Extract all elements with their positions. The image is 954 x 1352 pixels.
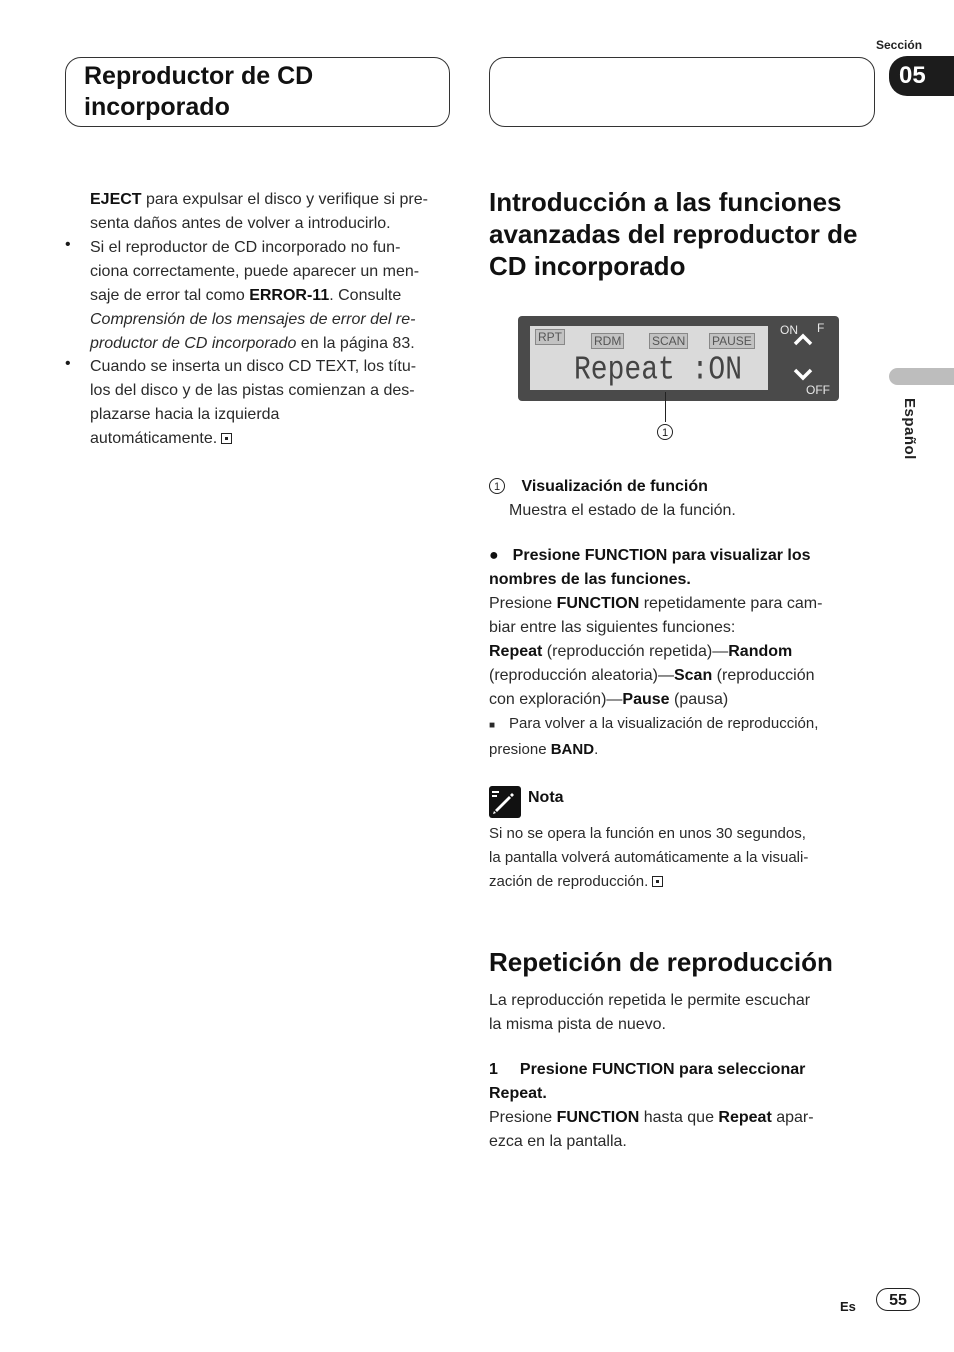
header-title-line1: Reproductor de CD xyxy=(84,62,314,90)
note-band: BAND xyxy=(550,741,595,758)
step1-function: FUNCTION xyxy=(556,1109,640,1126)
pause-label: PAUSE xyxy=(709,333,755,349)
note-square-icon: ■ xyxy=(489,720,496,731)
language-tab xyxy=(889,368,954,385)
nota-line2: la pantalla volverá automáticamente a la visuali- xyxy=(489,849,809,866)
cdtext-bullet-paragraph xyxy=(90,355,460,451)
step1-p1-post: apar- xyxy=(771,1109,814,1126)
b1-line3-pre: saje de error tal como xyxy=(90,287,250,304)
b2-line3: plazarse hacia la izquierda xyxy=(90,406,280,423)
step-p2: biar entre las siguientes funciones: xyxy=(489,619,736,636)
note-pencil-icon xyxy=(489,786,521,818)
b1-line2: ciona correctamente, puede aparecer un men- xyxy=(90,263,420,280)
rdm-label: RDM xyxy=(591,333,624,349)
end-mark-icon xyxy=(221,433,232,444)
b1-line4: Comprensión de los mensajes de error del re- xyxy=(90,311,416,328)
step-bullet-icon: ● xyxy=(489,547,499,564)
nota-line1: Si no se opera la función en unos 30 segundos, xyxy=(489,825,806,842)
on-label: ON xyxy=(780,323,798,337)
footer-lang-code: Es xyxy=(840,1299,856,1314)
b2-line4: automáticamente. xyxy=(90,430,218,447)
legend-number: 1 xyxy=(489,478,505,494)
rpt-indicator xyxy=(535,330,565,344)
step-p5-t1: con exploración)— xyxy=(489,691,623,708)
language-label: Español xyxy=(901,398,918,460)
b2-line1: Cuando se inserta un disco CD TEXT, los títu- xyxy=(90,358,417,375)
legend-description: Muestra el estado de la función. xyxy=(509,502,736,519)
repeat-p2: la misma pista de nuevo. xyxy=(489,1016,666,1033)
step1-title-line2: Repeat. xyxy=(489,1085,547,1102)
b1-line5-post: en la página 83. xyxy=(296,335,415,352)
note-body xyxy=(489,822,879,894)
step1-p2: ezca en la pantalla. xyxy=(489,1133,627,1150)
error-code: ERROR-11 xyxy=(249,287,330,304)
bullet-2: • xyxy=(65,355,71,372)
f-label: F xyxy=(817,321,825,335)
scan-label: SCAN xyxy=(649,333,688,349)
heading-repeat: Repetición de reproducción xyxy=(489,947,833,977)
note-line2-post: . xyxy=(594,741,599,758)
pause-indicator xyxy=(709,334,755,348)
step-title-line2: nombres de las funciones. xyxy=(489,571,691,588)
error-bullet-paragraph xyxy=(90,236,460,356)
header-title-line2: incorporado xyxy=(84,93,230,121)
display-main-text: Repeat :ON xyxy=(574,352,743,390)
note-line1: Para volver a la visualización de reproducción, xyxy=(509,715,819,732)
b1-line5-italic: productor de CD incorporado xyxy=(90,335,297,352)
step1-p1-mid: hasta que xyxy=(639,1109,719,1126)
step1-repeat: Repeat xyxy=(718,1109,772,1126)
heading-intro: Introducción a las funciones avanzadas del reproductor de CD incorporado xyxy=(489,187,858,281)
rdm-indicator xyxy=(591,334,624,348)
repeat-step-1 xyxy=(489,1058,879,1154)
repeat-p1: La reproducción repetida le permite escuchar xyxy=(489,992,811,1009)
eject-line1: para expulsar el disco y verifique si pre- xyxy=(141,191,428,208)
func-scan: Scan xyxy=(673,667,713,684)
eject-bold: EJECT xyxy=(90,191,142,208)
repeat-intro xyxy=(489,989,879,1037)
header-box-empty xyxy=(489,57,875,127)
header-title xyxy=(84,61,313,123)
callout-marker xyxy=(657,424,673,442)
callout-number: 1 xyxy=(657,424,673,440)
page-number: 55 xyxy=(876,1288,920,1311)
step-p3-t1: (reproducción repetida)— xyxy=(542,643,729,660)
nota-line3: zación de reproducción. xyxy=(489,873,649,890)
scan-indicator xyxy=(649,334,688,348)
bullet-1: • xyxy=(65,236,71,253)
step-p5-t2: (pausa) xyxy=(669,691,729,708)
step-title-line1: Presione FUNCTION para visualizar los xyxy=(512,547,811,564)
legend-title: Visualización de función xyxy=(521,478,708,495)
note-line2-pre: presione xyxy=(489,741,551,758)
down-arrow-icon xyxy=(793,368,813,382)
step1-number: 1 xyxy=(489,1061,498,1078)
step-p1-bold: FUNCTION xyxy=(556,595,640,612)
step-p1-pre: Presione xyxy=(489,595,557,612)
functions-step xyxy=(489,544,879,762)
func-pause: Pause xyxy=(622,691,670,708)
section-number-badge: 05 xyxy=(889,56,954,96)
b1-line1: Si el reproductor de CD incorporado no fun- xyxy=(90,239,401,256)
note-title: Nota xyxy=(528,789,564,806)
legend-title-row xyxy=(489,475,708,499)
b2-line2: los del disco y de las pistas comienzan a des- xyxy=(90,382,415,399)
func-random: Random xyxy=(728,643,793,660)
step-p4-t2: (reproducción xyxy=(712,667,815,684)
up-arrow-icon xyxy=(793,332,813,346)
eject-paragraph xyxy=(90,188,460,236)
b1-line3-post: . Consulte xyxy=(329,287,402,304)
eject-line2: senta daños antes de volver a introducirlo. xyxy=(90,215,391,232)
end-mark-icon xyxy=(652,876,663,887)
func-repeat: Repeat xyxy=(489,643,543,660)
section-label: Sección xyxy=(876,38,923,52)
off-label: OFF xyxy=(806,383,830,397)
callout-line xyxy=(665,392,666,422)
rpt-label: RPT xyxy=(535,329,565,345)
step1-p1-pre: Presione xyxy=(489,1109,557,1126)
step-p4-t1: (reproducción aleatoria)— xyxy=(489,667,674,684)
step-p1-post: repetidamente para cam- xyxy=(639,595,823,612)
step1-title-line1: Presione FUNCTION para seleccionar xyxy=(519,1061,806,1078)
